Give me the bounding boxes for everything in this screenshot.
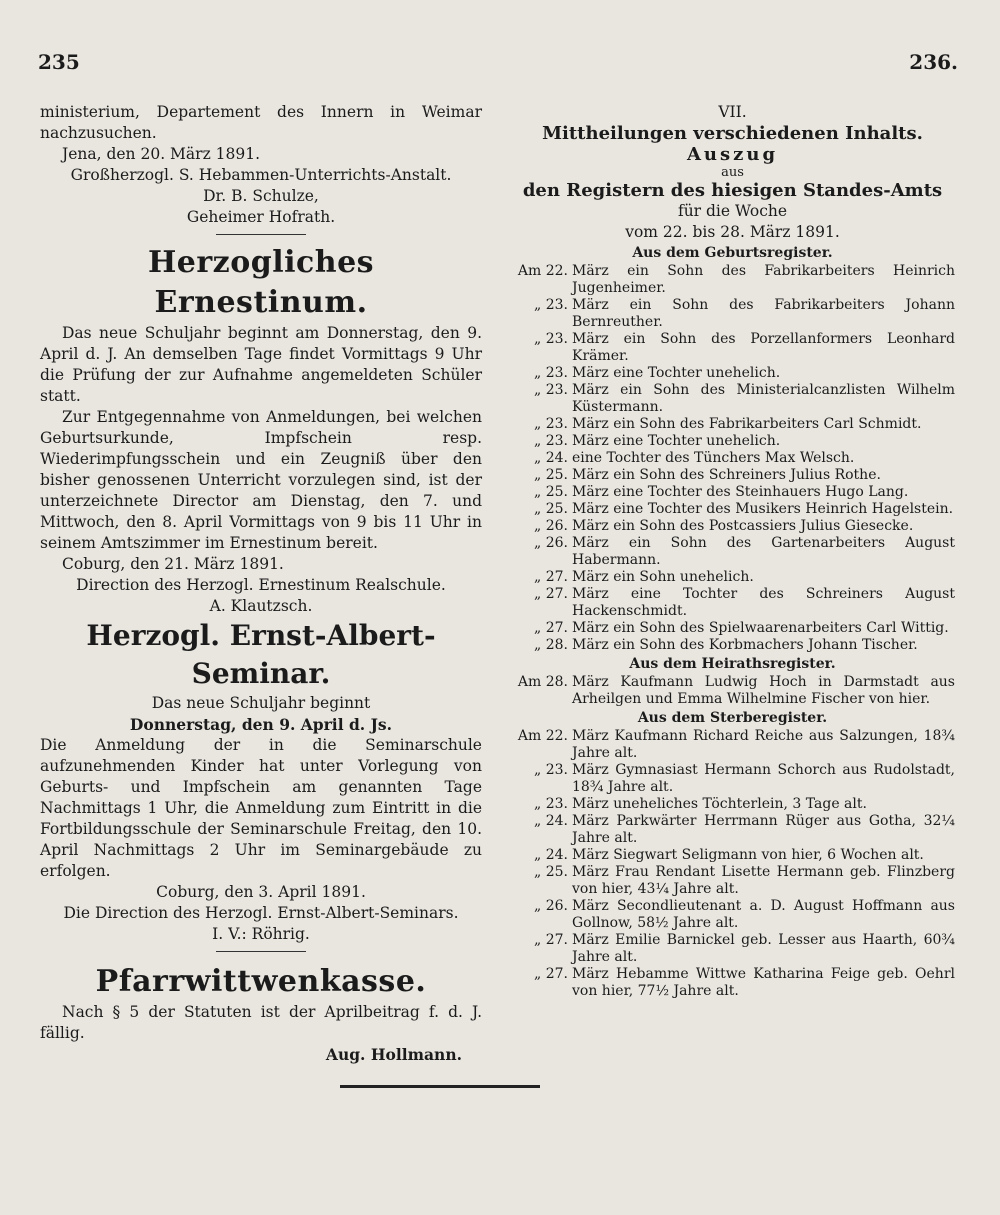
ernestinum-signer: A. Klautzsch. — [209, 597, 313, 615]
seminar-line-1: Das neue Schuljahr beginnt — [151, 694, 371, 712]
register-entry — [510, 331, 955, 365]
entry-date: „ 28. — [534, 637, 568, 653]
register-entry — [510, 728, 955, 762]
intro-signer: Dr. B. Schulze, — [203, 187, 319, 205]
entry-text: März ein Sohn des Fabrikarbeiters Johann Bernreuther. — [572, 297, 955, 330]
register-entry — [510, 518, 955, 535]
entry-date: Am 28. — [517, 674, 568, 690]
seminar-date: Coburg, den 3. April 1891. — [156, 883, 366, 901]
entry-date: „ 26. — [534, 898, 568, 914]
register-entry — [510, 966, 955, 1000]
geburt-list — [510, 263, 955, 654]
entry-date: „ 23. — [534, 331, 568, 347]
entry-date: „ 26. — [534, 535, 568, 551]
entry-date: „ 23. — [534, 297, 568, 313]
entry-text: März ein Sohn des Ministerialcanzlisten Wilhelm Küstermann. — [572, 382, 955, 415]
register-entry — [510, 569, 955, 586]
entry-text: März eine Tochter unehelich. — [572, 433, 781, 449]
ernestinum-org: Direction des Herzogl. Ernestinum Realschule. — [76, 576, 446, 594]
section-heading: Mittheilungen verschiedenen Inhalts. — [542, 123, 923, 144]
pfarr-signer: Aug. Hollmann. — [325, 1045, 462, 1064]
sterbe-list — [510, 728, 955, 1000]
entry-text: März ein Sohn des Postcassiers Julius Giesecke. — [572, 518, 914, 534]
entry-date: „ 23. — [534, 433, 568, 449]
section-roman: VII. — [718, 103, 747, 121]
divider — [216, 234, 306, 235]
register-entry — [510, 467, 955, 484]
register-entry — [510, 416, 955, 433]
heirat-list — [510, 674, 955, 708]
entry-text: eine Tochter des Tünchers Max Welsch. — [572, 450, 855, 466]
entry-text: März eine Tochter des Schreiners August Hackenschmidt. — [572, 586, 955, 619]
entry-text: März ein Sohn des Porzellanformers Leonhard Krämer. — [572, 331, 955, 364]
register-entry — [510, 932, 955, 966]
register-heading: den Registern des hiesigen Standes-Amts — [522, 180, 943, 201]
seminar-signer: I. V.: Röhrig. — [212, 925, 310, 943]
entry-text: März eine Tochter des Musikers Heinrich Hagelstein. — [572, 501, 954, 517]
ernestinum-heading: Herzogliches Ernestinum. — [147, 245, 375, 320]
entry-date: „ 24. — [534, 450, 568, 466]
register-entry — [510, 382, 955, 416]
register-entry — [510, 762, 955, 796]
entry-text: März ein Sohn des Korbmachers Johann Tischer. — [572, 637, 918, 653]
aus-text: aus — [721, 165, 744, 180]
seminar-org: Die Direction des Herzogl. Ernst-Albert-Seminars. — [63, 904, 459, 922]
entry-text: März Secondlieutenant a. D. August Hoffmann aus Gollnow, 58½ Jahre alt. — [572, 898, 955, 931]
entry-text: März Kaufmann Ludwig Hoch in Darmstadt aus Arheilgen und Emma Wilhelmine Fischer von hier. — [572, 674, 955, 707]
intro-org: Großherzogl. S. Hebammen-Unterrichts-Anstalt. — [70, 166, 452, 184]
entry-text: März ein Sohn des Spielwaarenarbeiters Carl Wittig. — [572, 620, 949, 636]
pfarr-paragraph: Nach § 5 der Statuten ist der Aprilbeitrag f. d. J. fällig. — [40, 1003, 482, 1042]
register-entry — [510, 484, 955, 501]
register-entry — [510, 501, 955, 518]
intro-paragraph: ministerium, Departement des Innern in Weimar nachzusuchen. — [40, 103, 482, 142]
ernestinum-paragraph-1: Das neue Schuljahr beginnt am Donnerstag, den 9. April d. J. An demselben Tage findet Vormittags 9 Uhr die Prüfung der zur Aufnahme angemeldeten Schüler statt. — [40, 324, 482, 405]
register-entry — [510, 433, 955, 450]
heirat-title: Aus dem Heirathsregister. — [629, 656, 836, 672]
entry-date: „ 23. — [534, 416, 568, 432]
week-label: für die Woche — [677, 202, 788, 220]
seminar-paragraph: Die Anmeldung der in die Seminarschule aufzunehmenden Kinder hat unter Vorlegung von Geburts- und Impfschein am genannten Tage Nachmittags 1 Uhr, die Anmeldung zum Eintritt in die Fortbildungsschule der Seminarschule Freitag, den 10. April Nachmittags 2 Uhr im Seminargebäude zu erfolgen. — [40, 736, 482, 880]
register-entry — [510, 450, 955, 467]
entry-text: März Siegwart Seligmann von hier, 6 Wochen alt. — [572, 847, 924, 863]
entry-date: „ 25. — [534, 484, 568, 500]
intro-date: Jena, den 20. März 1891. — [62, 145, 261, 163]
entry-date: „ 23. — [534, 382, 568, 398]
page-number-right: 236. — [909, 50, 958, 74]
register-entry — [510, 674, 955, 708]
entry-text: März Hebamme Wittwe Katharina Feige geb. Oehrl von hier, 77½ Jahre alt. — [572, 966, 955, 999]
entry-date: „ 25. — [534, 864, 568, 880]
page-number-left: 235 — [38, 50, 80, 74]
register-entry — [510, 637, 955, 654]
entry-date: „ 23. — [534, 796, 568, 812]
register-entry — [510, 535, 955, 569]
entry-date: „ 23. — [534, 365, 568, 381]
auszug-heading: Auszug — [686, 144, 779, 165]
entry-date: „ 24. — [534, 847, 568, 863]
entry-date: „ 27. — [534, 620, 568, 636]
entry-date: „ 23. — [534, 762, 568, 778]
entry-text: März uneheliches Töchterlein, 3 Tage alt. — [572, 796, 867, 812]
entry-date: „ 27. — [534, 966, 568, 982]
entry-text: März ein Sohn des Schreiners Julius Rothe. — [572, 467, 881, 483]
sterbe-title: Aus dem Sterberegister. — [637, 710, 828, 726]
register-entry — [510, 898, 955, 932]
entry-text: März Parkwärter Herrmann Rüger aus Gotha, 32¼ Jahre alt. — [572, 813, 955, 846]
entry-date: „ 27. — [534, 569, 568, 585]
register-entry — [510, 365, 955, 382]
register-entry — [510, 586, 955, 620]
register-entry — [510, 620, 955, 637]
ernestinum-paragraph-2: Zur Entgegennahme von Anmeldungen, bei welchen Geburtsurkunde, Impfschein resp. Wiederimpfungsschein und ein Zeugniß über den bisher genossenen Unterricht vorzulegen sind, ist der unterzeichnete Director am Dienstag, den 7. und Mittwoch, den 8. April Vormittags von 9 bis 11 Uhr in seinem Amtszimmer im Ernestinum bereit. — [40, 408, 482, 552]
entry-date: „ 25. — [534, 467, 568, 483]
week-range: vom 22. bis 28. März 1891. — [625, 223, 840, 241]
entry-text: März eine Tochter unehelich. — [572, 365, 781, 381]
entry-date: „ 27. — [534, 932, 568, 948]
seminar-line-2: Donnerstag, den 9. April d. Js. — [129, 715, 393, 734]
entry-text: März eine Tochter des Steinhauers Hugo Lang. — [572, 484, 909, 500]
entry-text: März Gymnasiast Hermann Schorch aus Rudolstadt, 18¾ Jahre alt. — [572, 762, 955, 795]
entry-text: März Kaufmann Richard Reiche aus Salzungen, 18¾ Jahre alt. — [572, 728, 955, 761]
entry-text: März ein Sohn des Fabrikarbeiters Carl Schmidt. — [572, 416, 922, 432]
entry-text: März ein Sohn unehelich. — [572, 569, 754, 585]
entry-date: Am 22. — [517, 263, 568, 279]
divider — [216, 951, 306, 952]
entry-date: „ 25. — [534, 501, 568, 517]
entry-date: „ 24. — [534, 813, 568, 829]
entry-date: Am 22. — [517, 728, 568, 744]
intro-title: Geheimer Hofrath. — [186, 208, 336, 226]
entry-text: März Emilie Barnickel geb. Lesser aus Haarth, 60¾ Jahre alt. — [572, 932, 955, 965]
geburt-title: Aus dem Geburtsregister. — [632, 245, 833, 261]
entry-text: März ein Sohn des Gartenarbeiters August Habermann. — [572, 535, 955, 568]
entry-date: „ 26. — [534, 518, 568, 534]
right-column — [510, 102, 955, 1000]
pfarr-heading: Pfarrwittwenkasse. — [95, 964, 427, 999]
left-column — [40, 102, 482, 1088]
register-entry — [510, 813, 955, 847]
entry-text: März Frau Rendant Lisette Hermann geb. Flinzberg von hier, 43¼ Jahre alt. — [572, 864, 955, 897]
seminar-heading: Herzogl. Ernst-Albert-Seminar. — [86, 619, 436, 690]
entry-date: „ 27. — [534, 586, 568, 602]
ernestinum-date: Coburg, den 21. März 1891. — [62, 555, 284, 573]
register-entry — [510, 796, 955, 813]
register-entry — [510, 297, 955, 331]
register-entry — [510, 263, 955, 297]
entry-text: März ein Sohn des Fabrikarbeiters Heinrich Jugenheimer. — [572, 263, 955, 296]
register-entry — [510, 864, 955, 898]
register-entry — [510, 847, 955, 864]
end-rule — [340, 1085, 540, 1088]
